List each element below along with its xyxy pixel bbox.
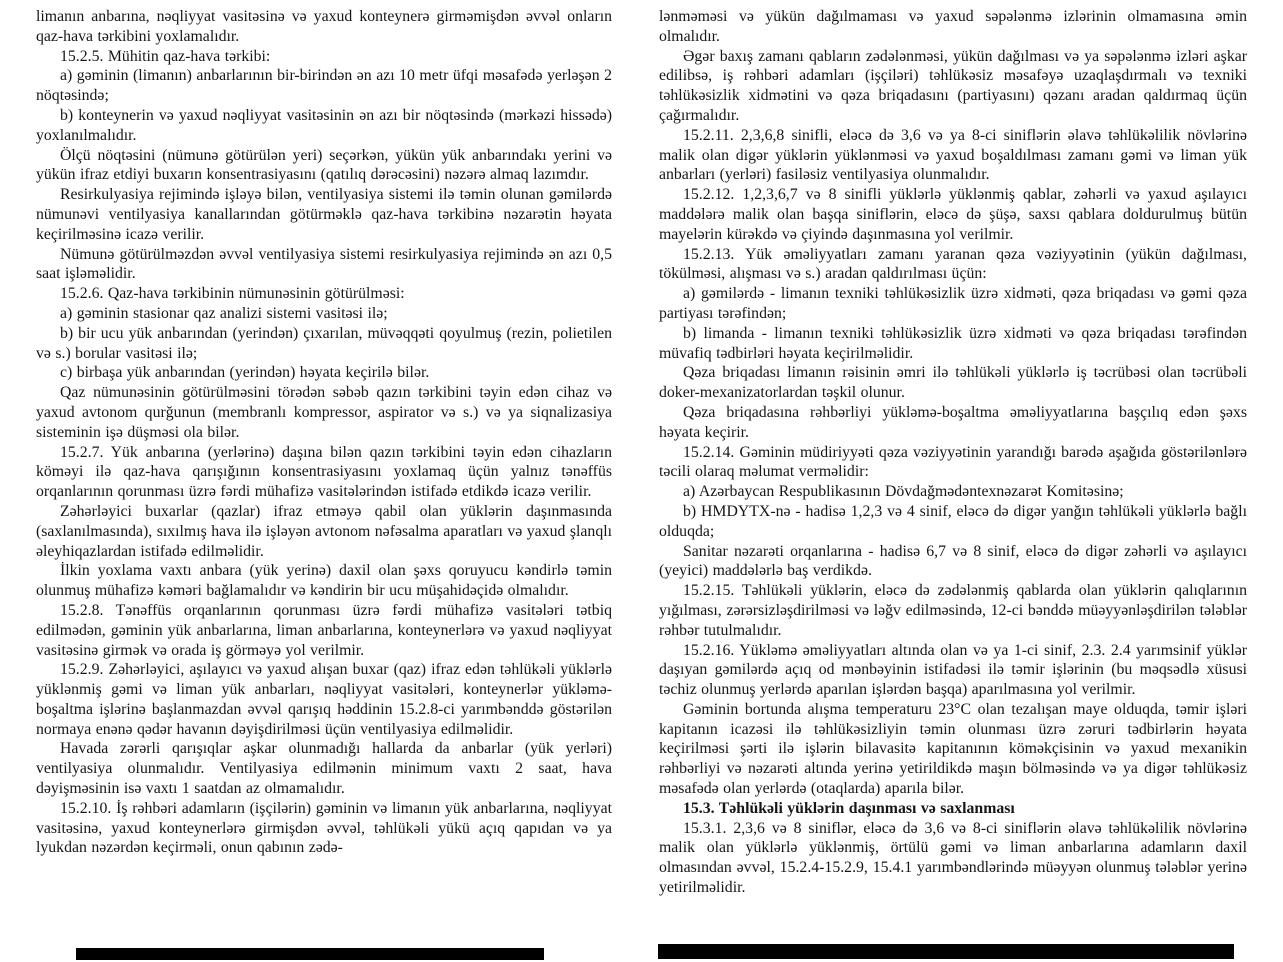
paragraph: 15.2.5. Mühitin qaz-hava tərkibi: (60, 47, 271, 65)
paragraph: b) bir ucu yük anbarından (yerindən) çıxarılan, müvəqqəti qoyulmuş (rezin, polietilen və s.) borular vasitəsi ilə; (36, 324, 612, 362)
paragraph: Qəza briqadasına rəhbərliyi yükləmə-boşaltma əməliyyatlarına başçılıq edən şəxs həyata keçirir. (659, 403, 1247, 441)
paragraph: Nümunə götürülməzdən əvvəl ventilyasiya sistemi resirkulyasiya rejimində ən azı 0,5 saat işləməlidir. (36, 245, 612, 283)
text-column-right (659, 7, 1247, 898)
paragraph: Sanitar nəzarəti orqanlarına - hadisə 6,7 və 8 sinif, eləcə də digər zəhərli və aşılayıcı (yeyici) maddələrlə baş verdikdə. (659, 542, 1247, 580)
paragraph: b) limanda - limanın texniki təhlükəsizlik üzrə xidməti və qəza briqadası tərəfindən müvafiq tədbirləri həyata keçirilməlidir. (659, 324, 1247, 362)
paragraph: 15.2.15. Təhlükəli yüklərin, eləcə də zədələnmiş qablarda olan yüklərin qalıqlarının yığılması, zərərsizləşdirilməsi və ləğv edilməsində, 12-ci bənddə müəyyənləşdirilən tələblər rəhbər tutulmalıdır. (659, 582, 1247, 639)
paragraph: 15.3.1. 2,3,6 və 8 siniflər, eləcə də 3,6 və 8-ci siniflərin əlavə təhlükəlilik növlərinə malik olan yüklərlə yüklənmiş, örtülü gəmi və liman anbarlarına adamların daxil olmasından əvvəl, 15.2.4-15.2.9, 15.4.1 yarımbəndlərində müəyyən olunmuş tələblər yerinə yetirilməlidir. (659, 819, 1247, 897)
paragraph: Əgər baxış zamanı qabların zədələnməsi, yükün dağılması və ya səpələnmə izləri aşkar edilibsə, iş rəhbəri adamları (işçiləri) təhlükəsiz məsafəyə uzaqlaşdırmalı və texniki təhlükəsizlik xidmətini və qəza briqadasını (partiyasını) qəzanı aradan qaldırmaq üçün çağırmalıdır. (659, 47, 1247, 124)
paragraph: a) gəminin stasionar qaz analizi sistemi vasitəsi ilə; (60, 304, 388, 322)
paragraph: a) Azərbaycan Respublikasının Dövdağmədəntexnəzarət Komitəsinə; (683, 483, 1124, 501)
paragraph: Ölçü nöqtəsini (nümunə götürülən yeri) seçərkən, yükün yük anbarındakı yerini və yükün ifraz etdiyi buxarın konsentrasiyasını (qatılıq dərəcəsini) nəzərə almaq lazımdır. (36, 146, 612, 184)
paragraph: 15.2.16. Yükləmə əməliyyatları altında olan və ya 1-ci sinif, 2.3. 2.4 yarımsinif yüklər daşıyan gəmilərdə açıq od mənbəyinin istifadəsi ilə təmir işlərinin (bu məqsədlə xüsusi təchiz olunmuş yerlərdə aparılan işlərdən başqa) aparılmasına yol verilmir. (659, 641, 1247, 699)
paragraph: 15.2.6. Qaz-hava tərkibinin nümunəsinin götürülməsi: (60, 285, 405, 303)
paragraph: 15.2.8. Tənəffüs orqanlarının qorunması üzrə fərdi mühafizə vasitələri tətbiq edilmədən, gəminin yük anbarlarına, liman anbarlarına, konteynerlərə və yaxud nəqliyyat vasitəsinə girmək və orada iş görməyə yol verilmir. (36, 601, 612, 659)
paragraph: Zəhərləyici buxarlar (qazlar) ifraz etməyə qabil olan yüklərin daşınmasında (saxlanılmasında), sıxılmış hava ilə işləyən avtonom nəfəsalma aparatları və yaxud şlanqlı əleyhiqazlardan istifadə edilməlidir. (36, 502, 612, 560)
paragraph: Qəza briqadası limanın rəisinin əmri ilə təhlükəli yüklərlə iş təcrübəsi olan təcrübəli doker-mexanizatorlardan təşkil olunur. (659, 364, 1247, 402)
paragraph: Havada zərərli qarışıqlar aşkar olunmadığı hallarda da anbarlar (yük yerləri) ventilyasiya olunmalıdır. Ventilyasiya edilmənin minimum vaxtı 2 saat, hava dəyişməsinin isə vaxtı 1 saatdan az olmamalıdır. (36, 740, 612, 798)
text-column-left (36, 7, 612, 858)
paragraph: b) HMDYTX-nə - hadisə 1,2,3 və 4 sinif, eləcə də digər yanğın təhlükəli yüklərlə bağlı olduqda; (659, 502, 1247, 540)
paragraph: 15.2.14. Gəminin müdiriyyəti qəza vəziyyətinin yarandığı barədə aşağıda göstərilənlərə təcili olaraq məlumat verməlidir: (659, 443, 1247, 481)
paragraph: 15.2.7. Yük anbarına (yerlərinə) daşına bilən qazın tərkibini təyin edən cihazların köməyi ilə qaz-hava qarışığının konsentrasiyasını yoxlamaq üçün yalnız tənəffüs orqanlarının qorunması üzrə fərdi mühafizə vasitələrindən istifadə etdikdə icazə verilir. (36, 443, 612, 501)
paragraph: c) birbaşa yük anbarından (yerindən) həyata keçirilə bilər. (60, 364, 430, 382)
paragraph: Resirkulyasiya rejimində işləyə bilən, ventilyasiya sistemi ilə təmin olunan gəmilərdə nümunəvi ventilyasiya kanallarından götürməklə qaz-hava tərkibinə nəzarətin həyata keçirilməsinə icazə verilir. (36, 186, 612, 243)
paragraph: 15.2.11. 2,3,6,8 sinifli, eləcə də 3,6 və ya 8-ci siniflərin əlavə təhlükəlilik növlərinə malik olan digər yüklərin yüklənməsi və yaxud boşaldılması zamanı gəmi və liman yük anbarları (yerləri) fasiləsiz ventilyasiya olunmalıdır. (659, 126, 1247, 184)
paragraph: limanın anbarına, nəqliyyat vasitəsinə və yaxud konteynerə girməmişdən əvvəl onların qaz-hava tərkibini yoxlamalıdır. (36, 8, 612, 45)
paragraph: b) konteynerin və yaxud nəqliyyat vasitəsinin ən azı bir nöqtəsində (mərkəzi hissədə) yoxlanılmalıdır. (36, 106, 612, 144)
paragraph: 15.2.10. İş rəhbəri adamların (işçilərin) gəminin və limanın yük anbarlarına, nəqliyyat vasitəsinə, yaxud konteynerlərə girmişdən əvvəl, təhlükəli yükü açıq qapıdan və ya lyukdan nəzərdən keçirməli, onun qabının zədə- (36, 799, 612, 857)
paragraph: Gəminin bortunda alışma temperaturu 23°C olan tezalışan maye olduqda, təmir işləri kapitanın icazəsi ilə təhlükəsizliyin təmin olunması üzrə zəruri tədbirlərin həyata keçirilməsi şərti ilə işlərin bilavasitə kapitanının köməkçisinin və yaxud mexanikin rəhbərliyi və nəzarəti altında yerinə yetirildikdə maşın bölməsində və ya digər təhlükəsiz məsafədə olan yerlərdə (otaqlarda) aparıla bilər. (659, 700, 1247, 798)
section-heading: 15.3. Təhlükəli yüklərin daşınması və saxlanması (683, 799, 1015, 817)
paragraph: 15.2.12. 1,2,3,6,7 və 8 sinifli yüklərlə yüklənmiş qablar, zəhərli və yaxud aşılayıcı maddələrə malik olan başqa siniflərin, eləcə də şüşə, saxsı qablara doldurulmuş bütün mayelərin kürəkdə və çiyində daşınmasına yol verilmir. (659, 186, 1247, 243)
paragraph: 15.2.9. Zəhərləyici, aşılayıcı və yaxud alışan buxar (qaz) ifraz edən təhlükəli yüklərlə yüklənmiş gəmi və liman yük anbarları, nəqliyyat vasitələri, konteynerlər yükləmə-boşaltma işlərinə başlanmazdan əvvəl qarışıq həddinin 15.2.8-ci yarımbənddə göstərilən normaya enənə qədər havanın dəyişdirilməsi üçün ventilyasiya edilməlidir. (36, 661, 612, 738)
paragraph: lənməməsi və yükün dağılmaması və yaxud səpələnmə izlərinin olmamasına əmin olmalıdır. (659, 8, 1247, 45)
paragraph: a) gəmilərdə - limanın texniki təhlükəsizlik üzrə xidməti, qəza briqadası və gəmi qəza partiyası tərəfindən; (659, 285, 1247, 322)
paragraph: İlkin yoxlama vaxtı anbara (yük yerinə) daxil olan şəxs qoruyucu kəndirlə təmin olunmuş mühafizə kəməri bağlamalıdır və kəndirin bir ucu müşahidəçidə olmalıdır. (36, 562, 612, 600)
paragraph: 15.2.13. Yük əməliyyatları zamanı yaranan qəza vəziyyətinin (yükün dağılması, tökülməsi, alışması və s.) aradan qaldırılması üçün: (659, 245, 1247, 283)
scan-artifact-bar-bottom-right (658, 944, 1234, 959)
paragraph: Qaz nümunəsinin götürülməsini törədən səbəb qazın tərkibini təyin edən cihaz və yaxud avtonom qurğunun (membranlı kompressor, aspirator və s.) və ya siqnalizasiya sisteminin işə düşməsi ola bilər. (36, 384, 612, 441)
scan-artifact-bar-bottom-left (76, 948, 544, 960)
paragraph: a) gəminin (limanın) anbarlarının bir-birindən ən azı 10 metr üfqi məsafədə yerləşən 2 nöqtəsində; (36, 67, 612, 105)
